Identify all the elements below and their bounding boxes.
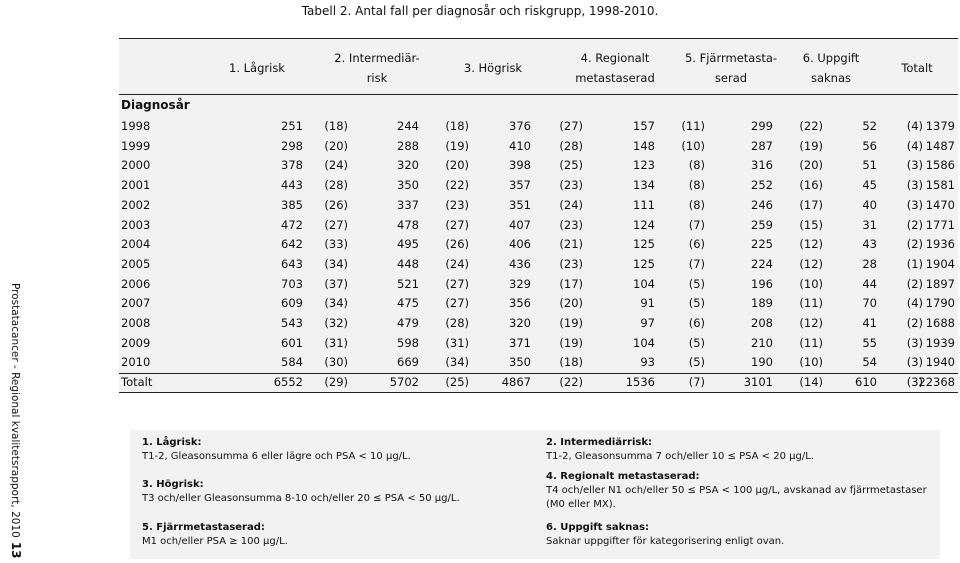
total-rule <box>119 373 958 374</box>
year-cell: 2005 <box>121 256 151 271</box>
footnote-title: 3. Högrisk: <box>142 479 204 490</box>
count-cell: 52 <box>862 119 877 133</box>
percent-cell: (26) <box>445 237 469 252</box>
year-cell: 2008 <box>121 316 151 330</box>
count-cell: 41 <box>862 316 877 330</box>
table-bottom-rule <box>119 392 958 393</box>
percent-cell: (20) <box>324 138 348 153</box>
total-cell: 1897 <box>925 276 955 291</box>
year-cell: 2000 <box>121 158 151 173</box>
count-cell: 669 <box>397 355 419 370</box>
percent-cell: (14) <box>799 375 823 389</box>
percent-cell: (11) <box>799 335 823 350</box>
column-header-4 <box>555 48 675 88</box>
column-header-line1: 5. Fjärrmetasta- <box>684 51 778 65</box>
table-row <box>119 235 958 255</box>
count-cell: 56 <box>862 138 877 153</box>
count-cell: 584 <box>281 355 303 370</box>
report-name: Prostatacancer - Regional kvalitetsrapport, 2010 <box>9 283 21 538</box>
count-cell: 543 <box>281 316 303 330</box>
percent-cell: (16) <box>799 178 823 193</box>
count-cell: 4867 <box>501 375 531 389</box>
percent-cell: (12) <box>799 256 823 271</box>
count-cell: 385 <box>281 197 303 212</box>
footnote-text: M1 och/eller PSA ≥ 100 µg/L. <box>142 536 288 547</box>
count-cell: 104 <box>633 335 655 350</box>
count-cell: 410 <box>509 138 531 153</box>
count-cell: 224 <box>751 256 773 271</box>
footnote-text: T1-2, Gleasonsumma 7 och/eller 10 ≤ PSA < 20 µg/L. <box>546 451 814 462</box>
count-cell: 91 <box>640 296 655 311</box>
percent-cell: (23) <box>559 178 583 193</box>
footnote-1 <box>142 436 532 464</box>
count-cell: 316 <box>751 158 773 173</box>
count-cell: 125 <box>633 237 655 252</box>
count-cell: 350 <box>397 178 419 193</box>
percent-cell: (3) <box>906 355 923 370</box>
total-cell: 1586 <box>925 158 955 173</box>
percent-cell: (24) <box>445 256 469 271</box>
percent-cell: (37) <box>324 276 348 291</box>
total-cell: 1940 <box>925 355 955 370</box>
column-header-2 <box>317 48 437 88</box>
total-cell: 1771 <box>925 217 955 232</box>
percent-cell: (29) <box>324 375 348 389</box>
count-cell: 40 <box>862 197 877 212</box>
column-header-line2: risk <box>366 71 388 85</box>
count-cell: 298 <box>281 138 303 153</box>
count-cell: 1536 <box>625 375 655 389</box>
table-row <box>119 117 958 137</box>
percent-cell: (27) <box>559 119 583 133</box>
count-cell: 288 <box>397 138 419 153</box>
count-cell: 157 <box>633 119 655 133</box>
column-header-line1: 3. Högrisk <box>463 61 523 75</box>
percent-cell: (22) <box>445 178 469 193</box>
count-cell: 703 <box>281 276 303 291</box>
count-cell: 407 <box>509 217 531 232</box>
year-cell: 2003 <box>121 217 151 232</box>
count-cell: 436 <box>509 256 531 271</box>
footnote-title: 2. Intermediärrisk: <box>546 437 653 448</box>
percent-cell: (3) <box>906 335 923 350</box>
percent-cell: (2) <box>906 217 923 232</box>
percent-cell: (27) <box>324 217 348 232</box>
percent-cell: (2) <box>906 237 923 252</box>
count-cell: 479 <box>397 316 419 330</box>
count-cell: 643 <box>281 256 303 271</box>
percent-cell: (23) <box>559 217 583 232</box>
percent-cell: (5) <box>688 355 705 370</box>
count-cell: 210 <box>751 335 773 350</box>
percent-cell: (22) <box>799 119 823 133</box>
percent-cell: (3) <box>906 158 923 173</box>
page-number: 13 <box>9 541 23 559</box>
percent-cell: (2) <box>906 316 923 330</box>
percent-cell: (17) <box>799 197 823 212</box>
table-row <box>119 294 958 314</box>
total-cell: 22368 <box>918 375 955 389</box>
percent-cell: (34) <box>324 256 348 271</box>
table-row <box>119 314 958 334</box>
year-cell: 2002 <box>121 197 151 212</box>
percent-cell: (24) <box>324 158 348 173</box>
count-cell: 134 <box>633 178 655 193</box>
count-cell: 287 <box>751 138 773 153</box>
percent-cell: (32) <box>324 316 348 330</box>
percent-cell: (2) <box>906 276 923 291</box>
count-cell: 376 <box>509 119 531 133</box>
total-cell: 1379 <box>925 119 955 133</box>
table-row <box>119 216 958 236</box>
table-row <box>119 137 958 157</box>
percent-cell: (30) <box>324 355 348 370</box>
percent-cell: (12) <box>799 237 823 252</box>
percent-cell: (4) <box>906 296 923 311</box>
percent-cell: (27) <box>445 276 469 291</box>
table-row <box>119 196 958 216</box>
footnote-text: T3 och/eller Gleasonsumma 8-10 och/eller 20 ≤ PSA < 50 µg/L. <box>142 493 460 504</box>
column-header-line2: saknas <box>810 71 852 85</box>
footnote-2 <box>546 436 936 464</box>
count-cell: 93 <box>640 355 655 370</box>
percent-cell: (10) <box>681 138 705 153</box>
percent-cell: (18) <box>559 355 583 370</box>
footnote-6 <box>546 521 936 549</box>
count-cell: 6552 <box>273 375 303 389</box>
total-cell: 1936 <box>925 237 955 252</box>
count-cell: 642 <box>281 237 303 252</box>
count-cell: 378 <box>281 158 303 173</box>
percent-cell: (6) <box>688 316 705 330</box>
percent-cell: (15) <box>799 217 823 232</box>
percent-cell: (7) <box>688 217 705 232</box>
count-cell: 398 <box>509 158 531 173</box>
percent-cell: (20) <box>559 296 583 311</box>
count-cell: 28 <box>862 256 877 271</box>
percent-cell: (23) <box>445 197 469 212</box>
footnote-text: T1-2, Gleasonsumma 6 eller lägre och PSA < 10 µg/L. <box>142 451 411 462</box>
count-cell: 244 <box>397 119 419 133</box>
percent-cell: (31) <box>445 335 469 350</box>
column-header-line2: serad <box>714 71 748 85</box>
count-cell: 259 <box>751 217 773 232</box>
column-header-line1: Totalt <box>901 61 933 75</box>
count-cell: 472 <box>281 217 303 232</box>
percent-cell: (3) <box>906 178 923 193</box>
percent-cell: (28) <box>324 178 348 193</box>
count-cell: 356 <box>509 296 531 311</box>
percent-cell: (12) <box>799 316 823 330</box>
percent-cell: (10) <box>799 355 823 370</box>
percent-cell: (17) <box>559 276 583 291</box>
percent-cell: (5) <box>688 335 705 350</box>
column-header-3 <box>433 58 553 78</box>
table-row <box>119 275 958 295</box>
year-cell: 2010 <box>121 355 151 370</box>
count-cell: 44 <box>862 276 877 291</box>
count-cell: 598 <box>397 335 419 350</box>
percent-cell: (8) <box>688 158 705 173</box>
percent-cell: (8) <box>688 197 705 212</box>
count-cell: 125 <box>633 256 655 271</box>
count-cell: 3101 <box>743 375 773 389</box>
count-cell: 351 <box>509 197 531 212</box>
percent-cell: (28) <box>559 138 583 153</box>
column-header-line1: 6. Uppgift <box>802 51 860 65</box>
year-cell: 2007 <box>121 296 151 311</box>
side-label <box>9 283 23 563</box>
percent-cell: (19) <box>799 138 823 153</box>
percent-cell: (7) <box>688 256 705 271</box>
percent-cell: (23) <box>559 256 583 271</box>
footnote-title: 6. Uppgift saknas: <box>546 522 650 533</box>
count-cell: 495 <box>397 237 419 252</box>
total-cell: 1688 <box>925 316 955 330</box>
footnote-text: Saknar uppgifter för kategorisering enligt ovan. <box>546 536 785 547</box>
percent-cell: (19) <box>445 138 469 153</box>
table-row <box>119 334 958 354</box>
count-cell: 371 <box>509 335 531 350</box>
year-cell: 2004 <box>121 237 151 252</box>
total-cell: 1581 <box>925 178 955 193</box>
count-cell: 320 <box>509 316 531 330</box>
percent-cell: (18) <box>324 119 348 133</box>
percent-cell: (21) <box>559 237 583 252</box>
total-cell: 1790 <box>925 296 955 311</box>
percent-cell: (27) <box>445 217 469 232</box>
count-cell: 478 <box>397 217 419 232</box>
percent-cell: (5) <box>688 296 705 311</box>
percent-cell: (11) <box>681 119 705 133</box>
count-cell: 251 <box>281 119 303 133</box>
year-cell: 2001 <box>121 178 151 193</box>
total-cell: 1487 <box>925 138 955 153</box>
count-cell: 521 <box>397 276 419 291</box>
count-cell: 350 <box>509 355 531 370</box>
count-cell: 610 <box>855 375 877 389</box>
column-header-line2: metastaserad <box>575 71 655 85</box>
header-rule <box>119 94 958 95</box>
percent-cell: (5) <box>688 276 705 291</box>
count-cell: 609 <box>281 296 303 311</box>
count-cell: 5702 <box>389 375 419 389</box>
count-cell: 111 <box>633 197 655 212</box>
count-cell: 196 <box>751 276 773 291</box>
count-cell: 43 <box>862 237 877 252</box>
data-table <box>119 38 958 393</box>
percent-cell: (19) <box>559 316 583 330</box>
percent-cell: (6) <box>688 237 705 252</box>
footnote-title: 1. Lågrisk: <box>142 437 202 448</box>
count-cell: 55 <box>862 335 877 350</box>
count-cell: 104 <box>633 276 655 291</box>
count-cell: 97 <box>640 316 655 330</box>
total-cell: 1904 <box>925 256 955 271</box>
percent-cell: (4) <box>906 119 923 133</box>
count-cell: 208 <box>751 316 773 330</box>
total-cell: 1470 <box>925 197 955 212</box>
count-cell: 357 <box>509 178 531 193</box>
percent-cell: (31) <box>324 335 348 350</box>
table-row <box>119 176 958 196</box>
count-cell: 54 <box>862 355 877 370</box>
count-cell: 475 <box>397 296 419 311</box>
percent-cell: (26) <box>324 197 348 212</box>
count-cell: 190 <box>751 355 773 370</box>
count-cell: 299 <box>751 119 773 133</box>
count-cell: 448 <box>397 256 419 271</box>
table-row <box>119 255 958 275</box>
percent-cell: (11) <box>799 296 823 311</box>
percent-cell: (1) <box>906 256 923 271</box>
count-cell: 189 <box>751 296 773 311</box>
notes-panel <box>130 430 940 559</box>
column-header-line1: 2. Intermediär- <box>334 51 420 65</box>
count-cell: 601 <box>281 335 303 350</box>
percent-cell: (24) <box>559 197 583 212</box>
row-header-label: Diagnosår <box>121 98 190 112</box>
count-cell: 51 <box>862 158 877 173</box>
percent-cell: (18) <box>445 119 469 133</box>
count-cell: 320 <box>397 158 419 173</box>
count-cell: 45 <box>862 178 877 193</box>
percent-cell: (34) <box>445 355 469 370</box>
footnote-4 <box>546 470 936 512</box>
count-cell: 246 <box>751 197 773 212</box>
footnote-title: 4. Regionalt metastaserad: <box>546 471 700 482</box>
year-cell: 1999 <box>121 138 151 153</box>
year-cell: 2009 <box>121 335 151 350</box>
column-header-7 <box>857 58 960 78</box>
percent-cell: (19) <box>559 335 583 350</box>
count-cell: 443 <box>281 178 303 193</box>
footnote-5 <box>142 521 532 549</box>
table-top-rule <box>119 38 958 39</box>
count-cell: 337 <box>397 197 419 212</box>
table-row <box>119 353 958 373</box>
percent-cell: (20) <box>799 158 823 173</box>
footnote-3 <box>142 478 532 506</box>
total-row <box>119 373 958 393</box>
percent-cell: (4) <box>906 138 923 153</box>
footnote-title: 5. Fjärrmetastaserad: <box>142 522 265 533</box>
year-cell: Totalt <box>121 375 153 389</box>
percent-cell: (27) <box>445 296 469 311</box>
percent-cell: (25) <box>559 158 583 173</box>
year-cell: 1998 <box>121 119 151 133</box>
percent-cell: (10) <box>799 276 823 291</box>
total-cell: 1939 <box>925 335 955 350</box>
count-cell: 406 <box>509 237 531 252</box>
table-row <box>119 156 958 176</box>
percent-cell: (25) <box>445 375 469 389</box>
footnote-text: T4 och/eller N1 och/eller 50 ≤ PSA < 100 µg/L, avskanad av fjärrmetastaser (M0 eller MX). <box>546 485 927 510</box>
percent-cell: (28) <box>445 316 469 330</box>
percent-cell: (3) <box>906 197 923 212</box>
count-cell: 123 <box>633 158 655 173</box>
percent-cell: (33) <box>324 237 348 252</box>
page-title: Tabell 2. Antal fall per diagnosår och riskgrupp, 1998-2010. <box>301 4 659 18</box>
year-cell: 2006 <box>121 276 151 291</box>
percent-cell: (3) <box>906 375 923 389</box>
percent-cell: (22) <box>559 375 583 389</box>
percent-cell: (20) <box>445 158 469 173</box>
column-header-line1: 4. Regionalt <box>580 51 650 65</box>
column-header-1 <box>197 58 317 78</box>
count-cell: 124 <box>633 217 655 232</box>
count-cell: 329 <box>509 276 531 291</box>
percent-cell: (34) <box>324 296 348 311</box>
column-header-line1: 1. Lågrisk <box>229 61 285 75</box>
count-cell: 148 <box>633 138 655 153</box>
percent-cell: (8) <box>688 178 705 193</box>
count-cell: 225 <box>751 237 773 252</box>
count-cell: 70 <box>862 296 877 311</box>
percent-cell: (7) <box>688 375 705 389</box>
count-cell: 31 <box>862 217 877 232</box>
count-cell: 252 <box>751 178 773 193</box>
